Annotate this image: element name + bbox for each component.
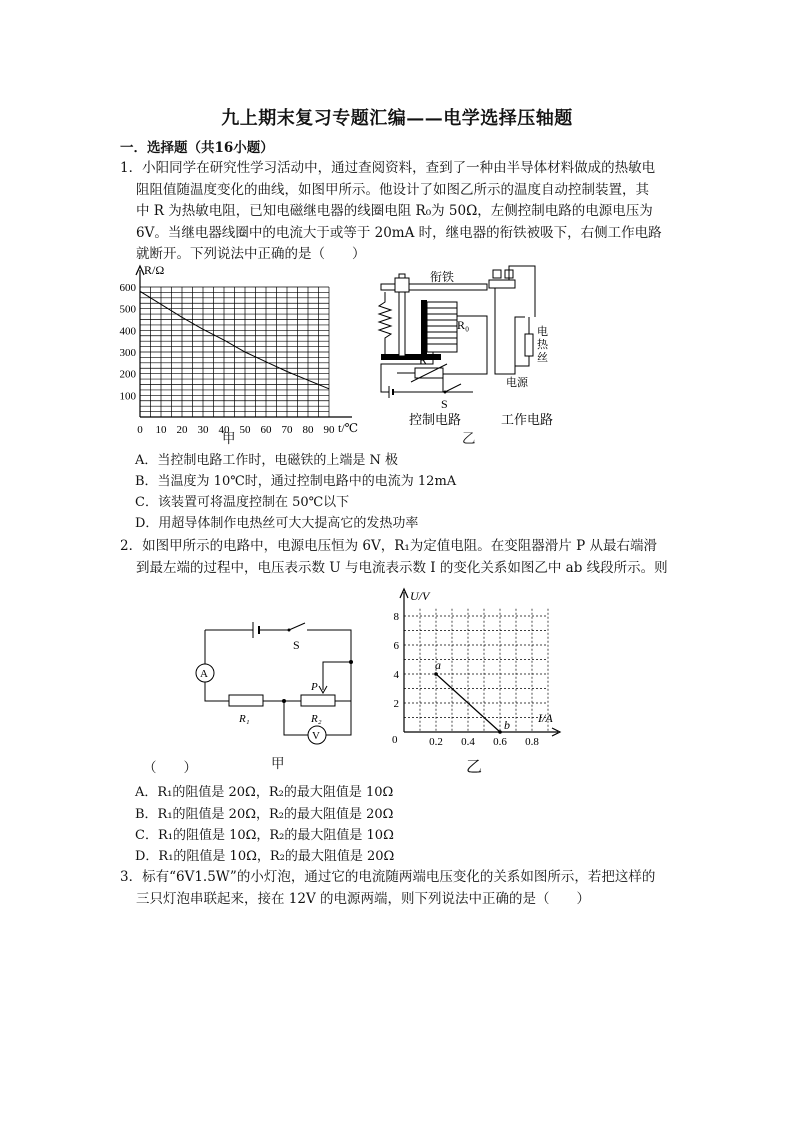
x-tick-label: 30 <box>197 424 209 436</box>
heater-icon <box>525 334 533 356</box>
origin-label: 0 <box>392 734 398 746</box>
q2-option-b: B．R₁的阻值是 20Ω，R₂的最大阻值是 20Ω <box>135 807 394 822</box>
ammeter-label: A <box>200 668 208 680</box>
switch-label: S <box>441 397 448 411</box>
question-1 <box>120 158 680 266</box>
y-axis-label: R/Ω <box>144 263 165 277</box>
circuit-diagram-q2 <box>185 612 365 747</box>
chart-grid <box>140 287 329 417</box>
q1-option-b: B．当温度为 10℃时，通过控制电路中的电流为 12mA <box>135 474 457 489</box>
rheostat-r2 <box>301 695 335 706</box>
x-tick-label: 80 <box>302 424 314 436</box>
spring <box>379 292 391 354</box>
contact-top <box>493 270 501 278</box>
x-axis-label: I/A <box>538 711 553 725</box>
r0-label: R₀ <box>457 318 470 332</box>
fig-jia-label: 甲 <box>222 431 236 447</box>
work-circuit-label: 工作电路 <box>501 412 554 427</box>
x-tick-label: 90 <box>323 424 335 436</box>
chart-grid <box>404 609 548 732</box>
chart-ticks <box>120 282 336 436</box>
switch-label: S <box>293 638 300 652</box>
question-3 <box>120 867 680 910</box>
heater-label: 丝 <box>537 352 548 364</box>
question-2 <box>120 536 680 579</box>
relay-base <box>381 354 441 360</box>
q3-line: 3．标有“6V1.5W”的小灯泡，通过它的电流随两端电压变化的关系如图所示，若把这样的 <box>120 869 656 885</box>
chart-u-vs-i <box>378 586 563 746</box>
q1-option-a: A．当控制电路工作时，电磁铁的上端是 N 极 <box>135 453 399 468</box>
resistor-r1 <box>229 695 263 706</box>
q2-fig-jia-label: 甲 <box>271 756 285 772</box>
y-tick-label: 500 <box>119 303 136 316</box>
y-tick-label: 4 <box>393 669 399 681</box>
switch-icon <box>289 623 305 630</box>
chart-r-vs-t <box>112 262 372 447</box>
iron-core <box>421 300 427 354</box>
q3-line: 三只灯泡串联起来，接在 12V 的电源两端，则下列说法中正确的是（ ） <box>136 890 591 907</box>
x-tick-label: 0.2 <box>429 736 443 746</box>
armature-pivot <box>395 278 409 292</box>
x-tick-label: 40 <box>218 424 230 436</box>
switch-icon <box>445 384 461 392</box>
work-wire <box>495 288 525 374</box>
point-b <box>498 730 502 734</box>
x-axis-label: t/℃ <box>338 421 359 435</box>
y-tick-label: 100 <box>119 390 136 403</box>
point-label: b <box>504 718 510 732</box>
y-tick-label: 8 <box>393 611 399 623</box>
power-label: 电源 <box>506 377 528 389</box>
chart-points <box>434 658 510 734</box>
x-tick-label: 70 <box>281 424 293 436</box>
x-tick-label: 20 <box>176 424 188 436</box>
q2-option-c: C．R₁的阻值是 10Ω，R₂的最大阻值是 10Ω <box>135 828 394 843</box>
control-circuit-label: 控制电路 <box>409 412 462 427</box>
q2-answer-blank: （ ） <box>143 760 197 776</box>
y-tick-label: 300 <box>119 347 136 359</box>
coil-icon <box>427 302 457 352</box>
x-tick-label: 0.8 <box>525 736 539 746</box>
y-tick-label: 2 <box>393 698 399 710</box>
y-tick-label: 600 <box>119 282 136 294</box>
slider-label: P <box>311 681 318 693</box>
x-tick-label: 60 <box>260 424 272 436</box>
x-tick-label: 10 <box>155 424 167 436</box>
q1-line: 阻阻值随温度变化的曲线，如图甲所示。他设计了如图乙所示的温度自动控制装置，其 <box>136 181 649 198</box>
q1-option-d: D．用超导体制作电热丝可大大提高它的发热功率 <box>135 516 419 531</box>
q2-line: 到最左端的过程中，电压表示数 U 与电流表示数 I 的变化关系如图乙中 ab 线段所示。则 <box>136 559 668 576</box>
x-tick-label: 0 <box>137 424 143 436</box>
y-axis-label: U/V <box>410 589 430 603</box>
x-tick-label: 0.6 <box>493 736 507 746</box>
contact-block <box>489 280 515 288</box>
heater-label: 热 <box>537 339 548 351</box>
page-title: 九上期末复习专题汇编——电学选择压轴题 <box>221 108 573 129</box>
y-tick-label: 400 <box>119 325 136 338</box>
r2-label: R₂ <box>311 713 322 725</box>
point-label: a <box>435 658 441 672</box>
y-tick-label: 6 <box>393 640 399 652</box>
r-label: R <box>419 353 428 367</box>
x-tick-label: 50 <box>239 424 251 436</box>
q2-option-d: D．R₁的阻值是 10Ω，R₂的最大阻值是 20Ω <box>135 849 395 864</box>
point-a <box>434 672 438 676</box>
chart-ticks <box>394 611 540 746</box>
q2-option-a: A．R₁的阻值是 20Ω，R₂的最大阻值是 10Ω <box>135 785 394 800</box>
y-tick-label: 200 <box>119 368 136 381</box>
fig-yi-label: 乙 <box>462 431 476 447</box>
q2-line: 2．如图甲所示的电路中，电源电压恒为 6V，R₁为定值电阻。在变阻器滑片 P 从最右端滑 <box>120 538 657 554</box>
x-tick-label: 0.4 <box>461 736 475 746</box>
q1-line: 1．小阳同学在研究性学习活动中，通过查阅资料，查到了一种由半导体材料做成的热敏电 <box>120 160 656 176</box>
q1-line: 6V。当继电器线圈中的电流大于或等于 20mA 时，继电器的衔铁被吸下，右侧工作电路 <box>136 224 662 241</box>
armature-label: 衔铁 <box>430 270 455 284</box>
q1-line: 中 R 为热敏电阻，已知电磁继电器的线圈电阻 R₀为 50Ω，左侧控制电路的电源电压为 <box>136 203 653 219</box>
relay-control-diagram <box>375 262 585 432</box>
q2-fig-yi-label: 乙 <box>466 757 483 776</box>
q1-option-c: C．该装置可将温度控制在 50℃以下 <box>135 495 350 510</box>
q1-line: 就断开。下列说法中正确的是（ ） <box>136 246 366 262</box>
section-heading: 一．选择题（共16小题） <box>120 140 274 156</box>
r1-label: R₁ <box>239 713 250 725</box>
heater-label: 电 <box>537 326 548 338</box>
voltmeter-label: V <box>312 730 320 742</box>
